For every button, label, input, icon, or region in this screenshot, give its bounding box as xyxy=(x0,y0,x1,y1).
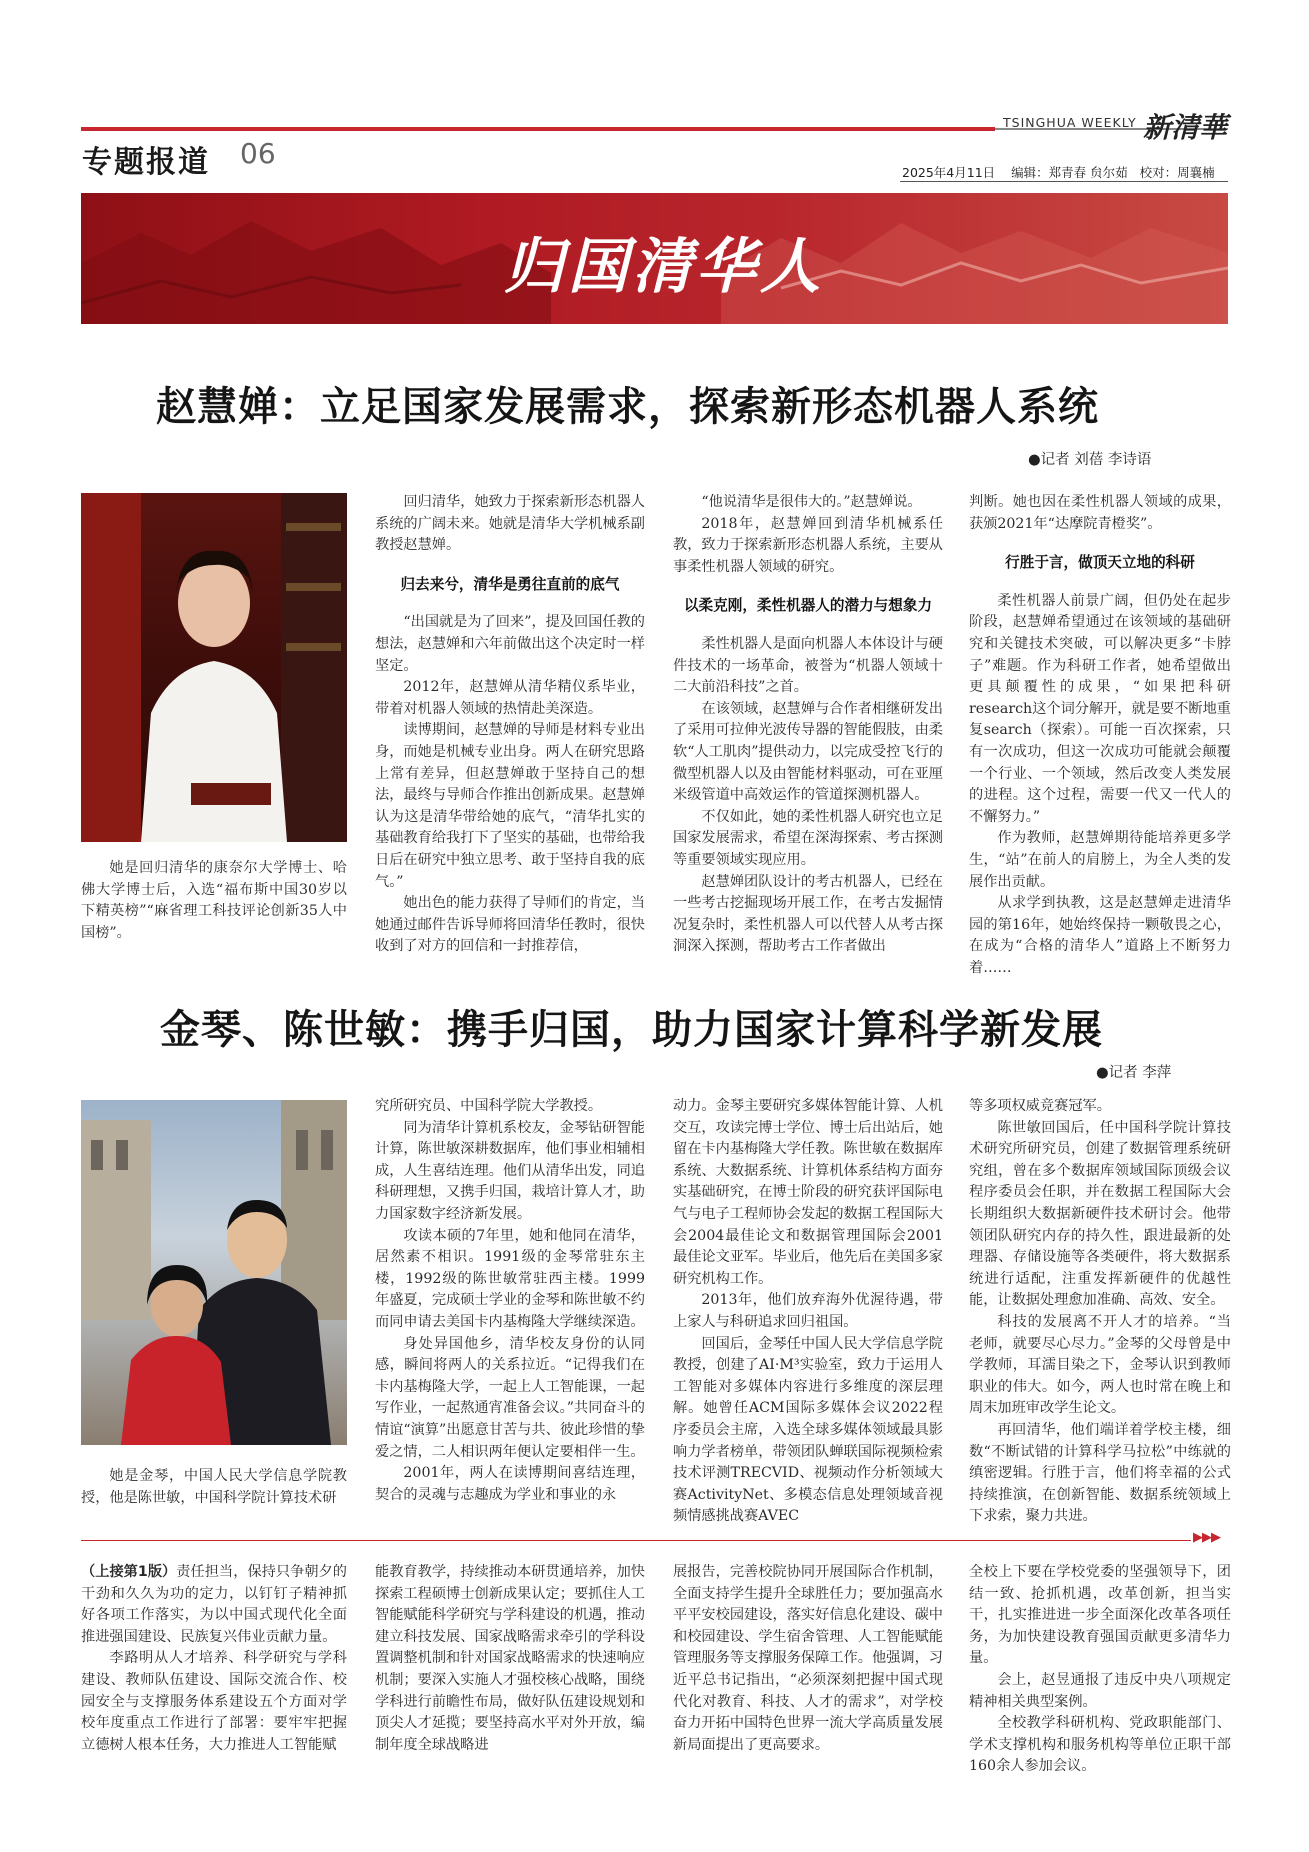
paragraph: 究所研究员、中国科学院大学教授。 xyxy=(375,1098,603,1114)
section-banner xyxy=(81,193,1228,324)
paragraph: 读博期间，赵慧婵的导师是材料专业出身，而她是机械专业出身。两人在研究思路上常有差异，但赵慧婵敢于坚持自己的想法，最终与导师合作推出创新成果。赵慧婵认为这是清华带给她的底气，“清华扎实的基础教育给我打下了坚实的基础，也带给我日后在研究中独立思考、敢于坚持自我的底气。” xyxy=(375,722,645,890)
caption-text: 她是金琴，中国人民大学信息学院教授，他是陈世敏，中国科学院计算技术研 xyxy=(81,1468,347,1506)
paragraph: 科技的发展离不开人才的培养。“当老师，就要尽心尽力。”金琴的父母曾是中学教师，耳濡目染之下，金琴认识到教师职业的伟大。如今，两人也时常在晚上和周末加班审改学生论文。 xyxy=(969,1313,1231,1417)
continuation-text: 责任担当，保持只争朝夕的干劲和久久为功的定力，以钉钉子精神抓好各项工作落实，为以中国式现代化全面推进强国建设、民族复兴伟业贡献力量。 xyxy=(81,1564,347,1645)
continuation-column-1 xyxy=(81,1562,347,1756)
caption-text: 她是回归清华的康奈尔大学博士、哈佛大学博士后，入选“福布斯中国30岁以下精英榜”“麻省理工科技评论创新35人中国榜”。 xyxy=(81,860,347,941)
weekly-chinese-logo: 新清華 xyxy=(1143,111,1228,144)
article2-headline: 金琴、陈世敏：携手归国，助力国家计算科学新发展 xyxy=(160,1006,1103,1053)
paragraph: 李路明从人才培养、科学研究与学科建设、教师队伍建设、国际交流合作、校园安全与支撑服务体系建设五个方面对学校年度重点工作进行了部署：要牢牢把握立德树人根本任务，大力推进人工智能赋 xyxy=(81,1650,347,1753)
divider-arrows-icon: ▶▶▶ xyxy=(1193,1530,1220,1545)
paragraph: 回归清华，她致力于探索新形态机器人系统的广阔未来。她就是清华大学机械系副教授赵慧婵。 xyxy=(375,494,645,554)
paragraph: 从求学到执教，这是赵慧婵走进清华园的第16年，她始终保持一颗敬畏之心，在成为“合格的清华人”道路上不断努力着…… xyxy=(969,895,1231,976)
continuation-column-4 xyxy=(969,1562,1231,1778)
subheading: 归去来兮，清华是勇往直前的底气 xyxy=(400,575,620,593)
paragraph: 柔性机器人前景广阔，但仍处在起步阶段，赵慧婵希望通过在该领域的基础研究和关键技术突破，可以解决更多“卡脖子”难题。作为科研工作者，她希望做出更具颠覆性的成果，“如果把科研research这个词分解开，就是要不断地重复search（探索）。可能一百次探索，只有一次成功，但这一次成功可能就会颠覆一个行业、一个领域，然后改变人类发展的进程。这个过程，需要一代又一代人的不懈努力。” xyxy=(969,592,1231,825)
paragraph: 攻读本硕的7年里，她和他同在清华，居然素不相识。1991级的金琴常驻东主楼，1992级的陈世敏常驻西主楼。1999年盛夏，完成硕士学业的金琴和陈世敏不约而同申请去美国卡内基梅隆大学继续深造。 xyxy=(375,1227,645,1330)
paragraph: 2013年，他们放弃海外优渥待遇，带上家人与科研追求回归祖国。 xyxy=(673,1292,943,1330)
continuation-lead: （上接第1版） xyxy=(81,1564,177,1580)
paragraph: 2012年，赵慧婵从清华精仪系毕业，带着对机器人领域的热情赴美深造。 xyxy=(375,679,645,717)
paragraph: 2018年，赵慧婵回到清华机械系任教，致力于探索新形态机器人系统，主要从事柔性机器人领域的研究。 xyxy=(673,515,943,575)
issue-proofreader: 校对：周襄楠 xyxy=(1139,165,1215,180)
article1-column-1 xyxy=(375,492,645,958)
article1-portrait-photo xyxy=(81,493,347,842)
paragraph: 能教育教学，持续推动本研贯通培养，加快探索工程硕博士创新成果认定；要抓住人工智能赋能科学研究与学科建设的机遇，推动建立科技发展、国家战略需求牵引的学科设置调整机制和针对国家战略需求的快速响应机制；要深入实施人才强校核心战略，围绕学科进行前瞻性布局，做好队伍建设规划和顶尖人才延揽；要坚持高水平对外开放，编制年度全球战略进 xyxy=(375,1564,645,1753)
issue-meta xyxy=(902,163,1215,181)
article2-column-1 xyxy=(375,1096,645,1506)
article1-photo-caption xyxy=(81,858,347,944)
article1-byline: ●记者 刘蓓 李诗语 xyxy=(1028,452,1152,468)
paragraph: 判断。她也因在柔性机器人领域的成果，获颁2021年“达摩院青橙奖”。 xyxy=(969,494,1231,532)
article1-column-2 xyxy=(673,492,943,958)
paragraph: 同为清华计算机系校友，金琴钻研智能计算，陈世敏深耕数据库，他们事业相辅相成，人生喜结连理。他们从清华出发，同追科研理想，又携手归国，栽培计算人才，助力国家数字经济新发展。 xyxy=(375,1119,645,1222)
article2-column-3 xyxy=(969,1096,1231,1528)
paragraph: 等多项权威竞赛冠军。 xyxy=(969,1098,1111,1114)
continuation-column-3 xyxy=(673,1562,943,1756)
page-number: 06 xyxy=(240,137,276,170)
paragraph: 身处异国他乡，清华校友身份的认同感，瞬间将两人的关系拉近。“记得我们在卡内基梅隆大学，一起上人工智能课，一起写作业，一起熬通宵准备会议。”共同奋斗的情谊“演算”出愿意甘苦与共、彼此珍惜的挚爱之情，二人相识两年便认定要相伴一生。 xyxy=(375,1335,645,1460)
paragraph: 在该领域，赵慧婵与合作者相继研发出了采用可拉伸光波传导器的智能假肢，由柔软“人工肌肉”提供动力，以完成受控飞行的微型机器人以及由智能材料驱动，可在亚厘米级管道中高效运作的管道探测机器人。 xyxy=(673,700,943,804)
paragraph: “他说清华是很伟大的。”赵慧婵说。 xyxy=(701,494,922,510)
paragraph: 再回清华，他们端详着学校主楼，细数“不断试错的计算科学马拉松”中练就的缜密逻辑。行胜于言，他们将幸福的公式持续推演，在创新智能、数据系统领域上下求索，聚力共进。 xyxy=(969,1421,1231,1525)
article2-column-2 xyxy=(673,1096,943,1528)
section-title: 专题报道 xyxy=(82,145,210,180)
article1-column-3 xyxy=(969,492,1231,979)
masthead-bottom-rule xyxy=(900,181,1228,182)
article2-photo-caption xyxy=(81,1466,347,1509)
issue-editor: 编辑：郑青春 贠尔茹 xyxy=(1011,165,1128,180)
paragraph: 全校教学科研机构、党政职能部门、学术支撑机构和服务机构等单位正职干部160余人参加会议。 xyxy=(969,1715,1231,1775)
paragraph: 2001年，两人在读博期间喜结连理，契合的灵魂与志趣成为学业和事业的永 xyxy=(375,1465,645,1503)
article1-headline: 赵慧婵：立足国家发展需求，探索新形态机器人系统 xyxy=(156,383,1099,430)
paragraph: 展报告，完善校院协同开展国际合作机制，全面支持学生提升全球胜任力；要加强高水平平安校园建设，落实好信息化建设、碳中和校园建设、学生宿舍管理、人工智能赋能管理服务等支撑服务保障工作。他强调，习近平总书记指出，“必须深刻把握中国式现代化对教育、科技、人才的需求”，对学校奋力开拓中国特色世界一流大学高质量发展新局面提出了更高要求。 xyxy=(673,1564,943,1753)
portrait-illustration xyxy=(81,493,347,842)
subheading: 行胜于言，做顶天立地的科研 xyxy=(1005,554,1195,572)
paragraph: “出国就是为了回来”，提及回国任教的想法，赵慧婵和六年前做出这个决定时一样坚定。 xyxy=(375,614,645,674)
paragraph: 会上，赵昱通报了违反中央八项规定精神相关典型案例。 xyxy=(969,1671,1231,1710)
paragraph: 动力。金琴主要研究多媒体智能计算、人机交互，攻读完博士学位、博士后出站后，她留在卡内基梅隆大学任教。陈世敏在数据库系统、大数据系统、计算机体系结构方面夯实基础研究，在博士阶段的研究获评国际电气与电子工程师协会发起的数据工程国际大会2004最佳论文和数据管理国际会2001最佳论文亚军。毕业后，他先后在美国多家研究机构工作。 xyxy=(673,1098,943,1287)
subheading: 以柔克刚，柔性机器人的潜力与想象力 xyxy=(683,597,933,615)
couple-illustration xyxy=(81,1100,347,1445)
banner-title: 归国清华人 xyxy=(504,232,824,302)
paragraph: 全校上下要在学校党委的坚强领导下，团结一致、抢抓机遇，改革创新，担当实干，扎实推进进一步全面深化改革各项任务，为加快建设教育强国贡献更多清华力量。 xyxy=(969,1564,1231,1667)
paragraph: 回国后，金琴任中国人民大学信息学院教授，创建了AI·M³实验室，致力于运用人工智能对多媒体内容进行多维度的深层理解。她曾任ACM国际多媒体会议2022程序委员会主席，入选全球多媒体领域最具影响力学者榜单，带领团队蝉联国际视频检索技术评测TRECVID、视频动作分析领域大赛ActivityNet、多模态信息处理领域音视频情感挑战赛AVEC xyxy=(673,1335,943,1525)
paragraph: 赵慧婵团队设计的考古机器人，已经在一些考古挖掘现场开展工作，在考古发掘情况复杂时，柔性机器人可以代替人从考古探洞深入探测，帮助考古工作者做出 xyxy=(673,873,943,955)
article2-byline: ●记者 李萍 xyxy=(1096,1065,1172,1081)
paragraph xyxy=(81,1562,347,1648)
paragraph: 陈世敏回国后，任中国科学院计算技术研究所研究员，创建了数据管理系统研究组，曾在多个数据库领域国际顶级会议程序委员会任职，并在数据工程国际大会长期组织大数据新硬件技术研讨会。他带领团队研究内存的持久性，跟进最新的处理器、存储设施等各类硬件，将大数据系统进行适配，注重发挥新硬件的优越性能，让数据处理愈加准确、高效、安全。 xyxy=(969,1119,1231,1309)
continuation-column-2 xyxy=(375,1562,645,1756)
article2-couple-photo xyxy=(81,1100,347,1445)
paragraph: 她出色的能力获得了导师们的肯定，当她通过邮件告诉导师将回清华任教时，很快收到了对方的回信和一封推荐信， xyxy=(375,895,645,955)
paragraph: 不仅如此，她的柔性机器人研究也立足国家发展需求，希望在深海探索、考古探测等重要领域实现应用。 xyxy=(673,808,943,868)
issue-date: 2025年4月11日 xyxy=(902,165,996,180)
paragraph: 作为教师，赵慧婵期待能培养更多学生，“站”在前人的肩膀上，为全人类的发展作出贡献。 xyxy=(969,830,1231,890)
paragraph: 柔性机器人是面向机器人本体设计与硬件技术的一场革命，被誉为“机器人领域十二大前沿科技”之首。 xyxy=(673,635,943,696)
masthead-red-rule xyxy=(81,127,995,131)
continuation-divider xyxy=(81,1540,1191,1541)
weekly-english-title: TSINGHUA WEEKLY xyxy=(1003,115,1137,130)
